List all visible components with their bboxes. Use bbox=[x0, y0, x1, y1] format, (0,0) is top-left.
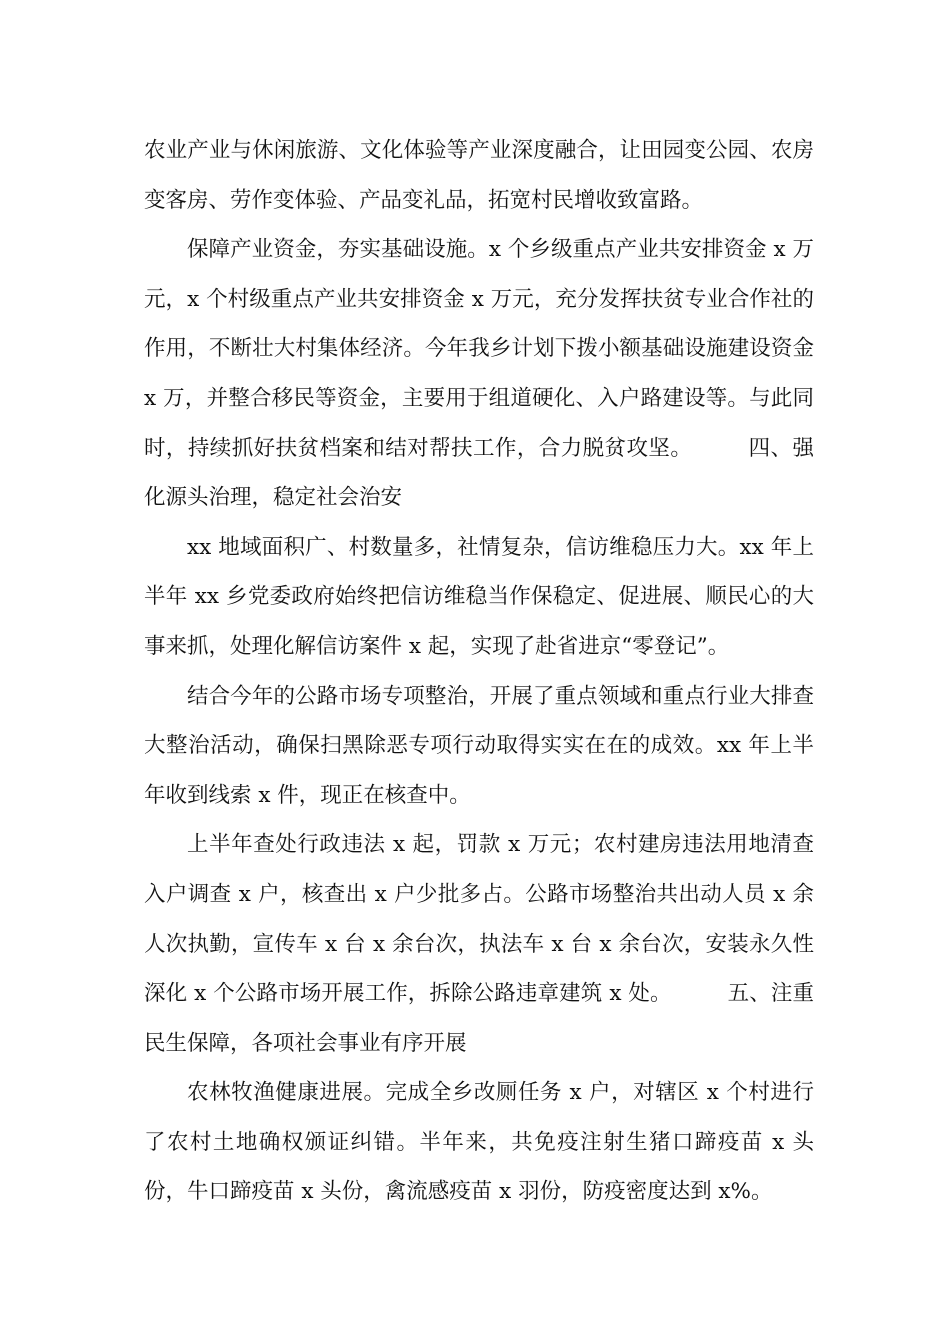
paragraph-text: 上半年查处行政违法 x 起，罚款 x 万元；农村建房违法用地清查入户调查 x 户，核查出 x 户少批多占。公路市场整治共出动人员 x 余人次执勤，宣传车 x 台 x 余台次，执法车 x 台 x 余台次，安装永久性深化 x 个公路市场开展工作，拆除公路违章建筑 x 处。 bbox=[144, 832, 814, 1007]
paragraph-text: 农林牧渔健康进展。完成全乡改厕任务 x 户，对辖区 x 个村进行了农村土地确权颁证纠错。半年来，共免疫注射生猪口蹄疫苗 x 头份，牛口蹄疫苗 x 头份，禽流感疫苗 x 羽份，防疫密度达到 x%。 bbox=[144, 1080, 814, 1205]
paragraph-5 bbox=[144, 820, 814, 1068]
section-heading-5: 五、注重民生保障，各项社会事业有序开展 bbox=[144, 981, 814, 1056]
section-heading-4: 四、强化源头治理，稳定社会治安 bbox=[144, 435, 814, 511]
paragraph-4 bbox=[144, 672, 814, 821]
paragraph-text: 农业产业与休闲旅游、文化体验等产业深度融合，让田园变公园、农房变客房、劳作变体验、产品变礼品，拓宽村民增收致富路。 bbox=[144, 138, 814, 213]
paragraph-6 bbox=[144, 1068, 814, 1217]
paragraph-2 bbox=[144, 225, 814, 523]
paragraph-text: 结合今年的公路市场专项整治，开展了重点领域和重点行业大排查大整治活动，确保扫黑除恶专项行动取得实实在在的成效。xx 年上半年收到线索 x 件，现正在核查中。 bbox=[144, 683, 814, 808]
paragraph-3 bbox=[144, 523, 814, 672]
paragraph-text: 保障产业资金，夯实基础设施。x 个乡级重点产业共安排资金 x 万元，x 个村级重点产业共安排资金 x 万元，充分发挥扶贫专业合作社的作用，不断壮大村集体经济。今年我乡计划下拨小额基础设施建设资金 x 万，并整合移民等资金，主要用于组道硬化、入户路建设等。与此同时，持续抓好扶贫档案和结对帮扶工作，合力脱贫攻坚。 bbox=[144, 237, 814, 461]
paragraph-1 bbox=[144, 126, 814, 225]
paragraph-text: xx 地域面积广、村数量多，社情复杂，信访维稳压力大。xx 年上半年 xx 乡党委政府始终把信访维稳当作保稳定、促进展、顺民心的大事来抓，处理化解信访案件 x 起，实现了赴省进京“零登记”。 bbox=[144, 534, 814, 659]
document-body bbox=[144, 126, 814, 1217]
